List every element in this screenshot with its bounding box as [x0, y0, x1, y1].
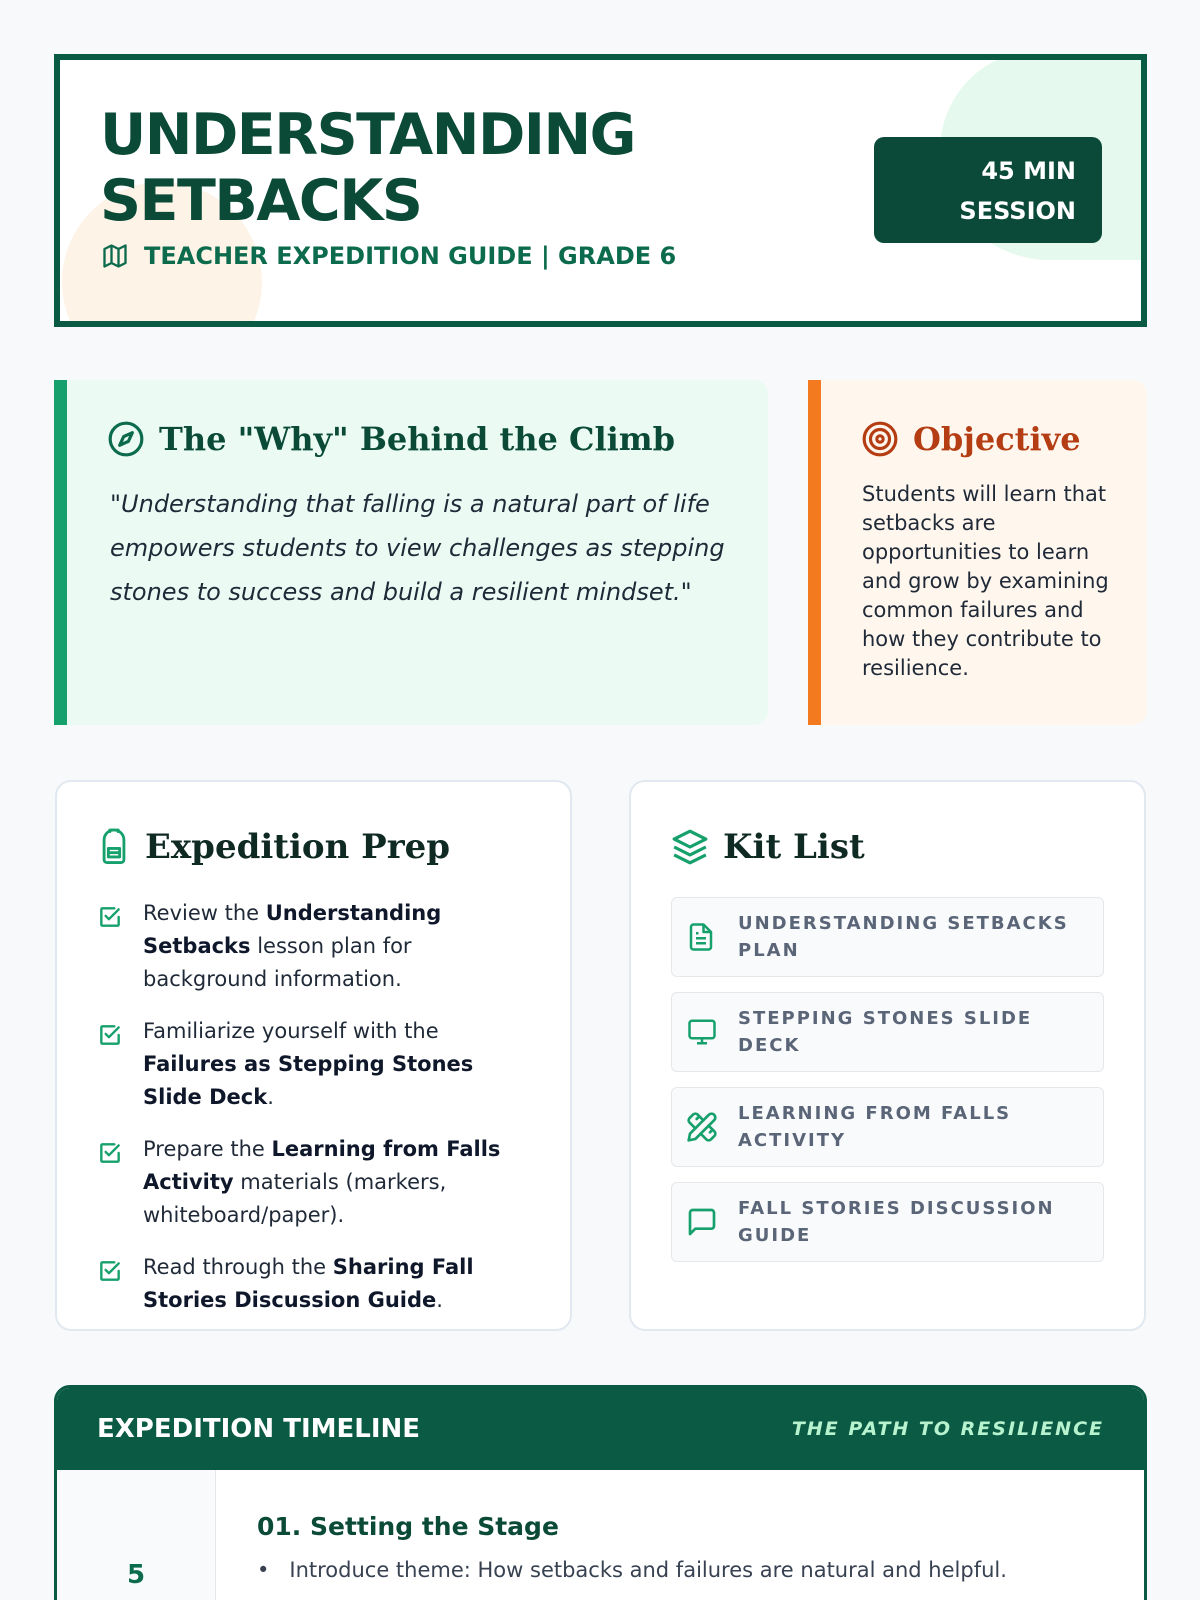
checkbox-checked-icon: [97, 1258, 123, 1317]
prep-item-text-post: materials (markers, whiteboard/paper).: [143, 1170, 447, 1227]
timeline-title: EXPEDITION TIMELINE: [97, 1414, 421, 1444]
objective-text: Students will learn that setbacks are opportunities to learn and grow by examining common failures and how they contribute to resilience.: [862, 482, 1109, 680]
why-heading-text: The "Why" Behind the Climb: [159, 420, 676, 458]
prep-item-text: [143, 1251, 537, 1317]
checkbox-checked-icon: [97, 1140, 123, 1232]
kit-list-panel: [629, 780, 1146, 1331]
layers-icon: [671, 828, 709, 866]
why-quote: "Understanding that falling is a natural part of life empowers students to view challenges as stepping stones to success and build a resilient mindset.": [110, 490, 725, 606]
kit-item-slide-deck[interactable]: [671, 992, 1104, 1072]
prep-checklist: [97, 897, 537, 1336]
kit-item-label: UNDERSTANDING SETBACKS PLAN: [738, 913, 1069, 961]
checkbox-checked-icon: [97, 904, 123, 996]
timeline-minutes-cell: [57, 1470, 216, 1600]
title-line: SETBACKS: [100, 168, 422, 234]
kit-item-discussion-guide[interactable]: [671, 1182, 1104, 1262]
kit-item-label: FALL STORIES DISCUSSION GUIDE: [738, 1198, 1055, 1246]
kit-items: [671, 897, 1104, 1277]
header-banner: [54, 54, 1147, 327]
timeline-step-title: 01. Setting the Stage: [257, 1512, 559, 1541]
prep-item-text-bold: Understanding Setbacks: [143, 901, 442, 958]
objective-heading: [861, 420, 1081, 458]
timeline-step-bullets: [257, 1558, 1007, 1582]
why-heading: [107, 420, 675, 458]
title-line: UNDERSTANDING: [100, 102, 635, 168]
timeline-tagline: THE PATH TO RESILIENCE: [791, 1418, 1104, 1440]
backpack-icon: [97, 828, 131, 866]
objective-card: [808, 380, 1147, 725]
kit-item-label: LEARNING FROM FALLS ACTIVITY: [738, 1103, 1012, 1151]
timeline-row: [57, 1470, 1144, 1600]
page-title: [100, 102, 720, 234]
prep-item-text-pre: Review the: [143, 901, 266, 925]
prep-item: [97, 897, 537, 996]
prep-item-text-pre: Read through the: [143, 1255, 333, 1279]
timeline-header: [57, 1388, 1144, 1470]
prep-item-text: [143, 1015, 537, 1114]
prep-item-text-bold: Failures as Stepping Stones Slide Deck: [143, 1052, 474, 1109]
prep-heading: [97, 827, 450, 867]
pencil-ruler-icon: [686, 1111, 718, 1143]
prep-item: [97, 1251, 537, 1317]
page-subtitle: [100, 242, 676, 270]
document-icon: [686, 921, 718, 953]
chat-bubble-icon: [686, 1206, 718, 1238]
kit-item-label: STEPPING STONES SLIDE DECK: [738, 1008, 1033, 1056]
kit-heading: [671, 827, 865, 867]
prep-item: [97, 1015, 537, 1114]
target-icon: [861, 420, 899, 458]
monitor-icon: [686, 1017, 718, 1047]
prep-heading-text: Expedition Prep: [145, 827, 451, 867]
prep-item-text-pre: Prepare the: [143, 1137, 272, 1161]
prep-item-text: [143, 897, 537, 996]
prep-item-text-bold: Sharing Fall Stories Discussion Guide: [143, 1255, 474, 1312]
objective-heading-text: Objective: [913, 420, 1081, 458]
kit-item-activity[interactable]: [671, 1087, 1104, 1167]
timeline-bullet: • Introduce theme: How setbacks and failures are natural and helpful.: [257, 1558, 1007, 1582]
kit-item-lesson-plan[interactable]: [671, 897, 1104, 977]
expedition-timeline: [54, 1385, 1147, 1600]
prep-item-text-bold: Learning from Falls Activity: [143, 1137, 501, 1194]
badge-line: SESSION: [959, 197, 1076, 225]
prep-item-text-post: .: [267, 1085, 274, 1109]
prep-item-text: [143, 1133, 537, 1232]
map-icon: [100, 242, 130, 270]
prep-item-text-post: lesson plan for background information.: [143, 934, 412, 991]
why-card: [54, 380, 768, 725]
badge-line: 45 MIN: [981, 157, 1076, 185]
timeline-minutes: 5: [127, 1560, 146, 1590]
prep-item: [97, 1133, 537, 1232]
prep-item-text-post: .: [436, 1288, 443, 1312]
expedition-prep-panel: [55, 780, 572, 1331]
compass-icon: [107, 420, 145, 458]
prep-item-text-pre: Familiarize yourself with the: [143, 1019, 439, 1043]
session-length-badge: [874, 137, 1102, 243]
kit-heading-text: Kit List: [723, 827, 865, 867]
checkbox-checked-icon: [97, 1022, 123, 1114]
subtitle-text: TEACHER EXPEDITION GUIDE | GRADE 6: [144, 242, 677, 270]
